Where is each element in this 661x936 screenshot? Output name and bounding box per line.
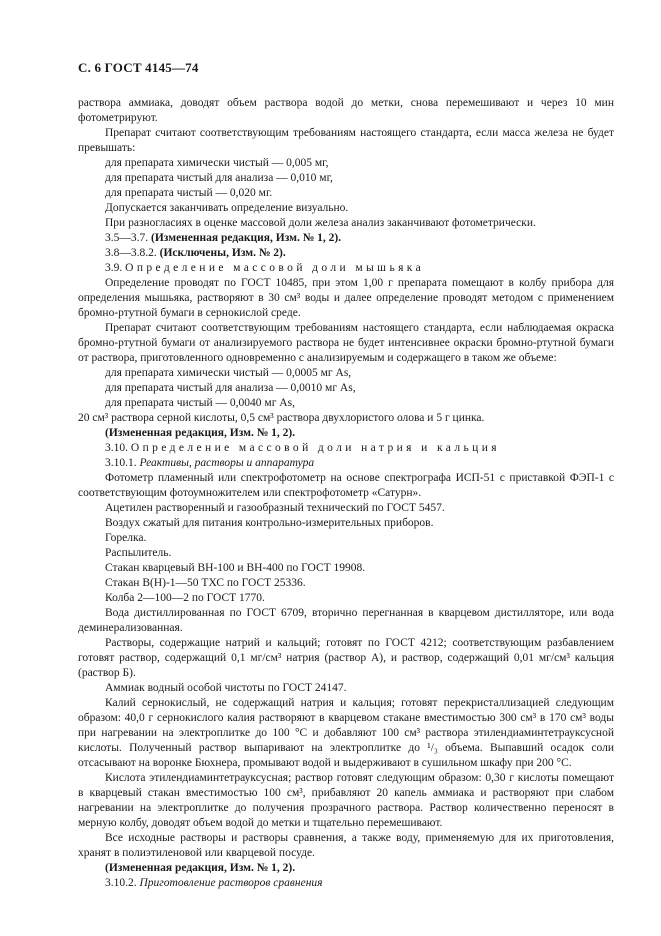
paragraph: Определение проводят по ГОСТ 10485, при этом 1,00 г препарата помещают в колбу прибора для определения мышьяка, растворяют в 30 см³ воды и далее определение проводят методом с применением бромно-ртутной бумаги в сернокислой среде.	[78, 277, 614, 319]
subsection-heading: Приготовление растворов сравнения	[139, 877, 323, 889]
revision-note: (Измененная редакция, Изм. № 1, 2).	[105, 862, 296, 874]
section-number: 3.9.	[105, 262, 126, 274]
paragraph: раствора аммиака, доводят объем раствора водой до метки, снова перемешивают и через 10 мин фотометрируют.	[78, 97, 614, 124]
revision-note: (Исключены, Изм. № 2).	[159, 247, 286, 259]
paragraph	[78, 231, 614, 246]
section-number: 3.10.	[105, 442, 131, 454]
page-header: С. 6 ГОСТ 4145—74	[78, 60, 199, 75]
paragraph: Ацетилен растворенный и газообразный технический по ГОСТ 5457.	[105, 502, 445, 514]
paragraph	[78, 261, 614, 276]
paragraph: для препарата чистый — 0,020 мг.	[105, 187, 273, 199]
paragraph: Калий сернокислый, не содержащий натрия и кальция; готовят перекристаллизацией следующим образом: 40,0 г сернокислого калия растворяют в кварцевом стакане вместимостью 300 см³ в 170 см³ воды при нагревании на электроплитке до 100 °С и добавляют 100 см³ раствора этилендиаминтетрауксусной кислоты. Полученный раствор выпаривают на электроплитке до ¹/₃ объема. Выпавший осадок соли отсасывают на воронке Бюхнера, промывают водой и выдерживают в сушильном шкафу при 200 °С.	[78, 697, 614, 769]
section-number: 3.10.1.	[105, 457, 140, 469]
paragraph	[78, 246, 614, 261]
paragraph: Допускается заканчивать определение визуально.	[105, 202, 349, 214]
paragraph: Препарат считают соответствующим требованиям настоящего стандарта, если масса железа не будет превышать:	[78, 127, 614, 154]
section-number: 3.5—3.7.	[105, 232, 151, 244]
paragraph	[78, 426, 614, 441]
paragraph: Распылитель.	[105, 547, 172, 559]
revision-note: (Измененная редакция, Изм. № 1, 2).	[151, 232, 342, 244]
paragraph: Фотометр пламенный или спектрофотометр на основе спектрографа ИСП-51 с приставкой ФЭП-1 с соответствующим фотоумножителем или спектрофотометр «Сатурн».	[78, 472, 614, 499]
document-body	[78, 96, 614, 891]
paragraph: Стакан кварцевый ВН-100 и ВН-400 по ГОСТ 19908.	[105, 562, 366, 574]
paragraph: Колба 2—100—2 по ГОСТ 1770.	[105, 592, 265, 604]
revision-note: (Измененная редакция, Изм. № 1, 2).	[105, 427, 296, 439]
paragraph: Растворы, содержащие натрий и кальций; готовят по ГОСТ 4212; соответствующим разбавлением готовят раствор, содержащий 0,1 мг/см³ натрия (раствор А), и раствор, содержащий 0,01 мг/см³ кальция (раствор Б).	[78, 637, 614, 679]
section-heading: Определение массовой доли мышьяка	[125, 262, 425, 274]
paragraph: Стакан В(Н)-1—50 ТХС по ГОСТ 25336.	[105, 577, 306, 589]
paragraph	[78, 876, 614, 891]
paragraph: для препарата химически чистый — 0,005 мг,	[105, 157, 329, 169]
section-heading: Определение массовой доли натрия и кальция	[130, 442, 500, 454]
paragraph: Горелка.	[105, 532, 147, 544]
paragraph: Все исходные растворы и растворы сравнения, а также воду, применяемую для их приготовления, хранят в полиэтиленовой или кварцевой посуде.	[78, 832, 614, 859]
subsection-heading: Реактивы, растворы и аппаратура	[139, 457, 315, 469]
paragraph: для препарата химически чистый — 0,0005 мг As,	[105, 367, 352, 379]
paragraph: для препарата чистый — 0,0040 мг As,	[105, 397, 295, 409]
paragraph: Препарат считают соответствующим требованиям настоящего стандарта, если наблюдаемая окраска бромно-ртутной бумаги от анализируемого раствора не будет интенсивнее окраски бромно-ртутной бумаги от раствора, приготовленного одновременно с анализируемым и содержащего в таком же объеме:	[78, 322, 614, 364]
paragraph: для препарата чистый для анализа — 0,010 мг,	[105, 172, 333, 184]
section-number: 3.8—3.8.2.	[105, 247, 160, 259]
paragraph: При разногласиях в оценке массовой доли железа анализ заканчивают фотометрически.	[105, 217, 536, 229]
paragraph: Воздух сжатый для питания контрольно-измерительных приборов.	[105, 517, 434, 529]
section-number: 3.10.2.	[105, 877, 140, 889]
paragraph: Кислота этилендиаминтетрауксусная; раствор готовят следующим образом: 0,30 г кислоты помещают в кварцевый стакан вместимостью 100 см³, прибавляют 20 капель аммиака и растворяют при слабом нагревании на электроплитке до получения прозрачного раствора. Раствор количественно переносят в мерную колбу, доводят объем водой до метки и тщательно перемешивают.	[78, 772, 614, 829]
paragraph	[78, 441, 614, 456]
paragraph: для препарата чистый для анализа — 0,0010 мг As,	[105, 382, 356, 394]
paragraph	[78, 456, 614, 471]
paragraph: 20 см³ раствора серной кислоты, 0,5 см³ раствора двухлористого олова и 5 г цинка.	[78, 412, 485, 424]
paragraph: Аммиак водный особой чистоты по ГОСТ 24147.	[105, 682, 347, 694]
paragraph	[78, 861, 614, 876]
paragraph: Вода дистиллированная по ГОСТ 6709, вторично перегнанная в кварцевом дистилляторе, или вода деминерализованная.	[78, 607, 614, 634]
